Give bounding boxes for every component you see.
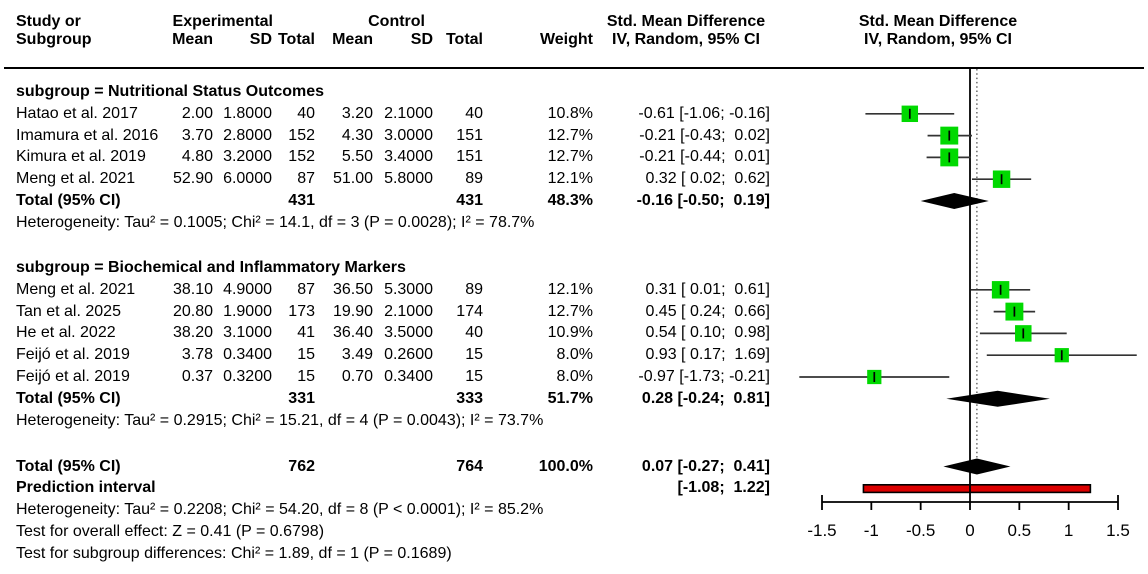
header-weight: Weight — [539, 31, 593, 48]
study-name: Feijó et al. 2019 — [16, 368, 130, 385]
ci-text: -0.21 [-0.44; 0.01] — [639, 148, 770, 166]
weight: 12.1% — [547, 280, 593, 298]
axis-tick-label: 0 — [965, 521, 975, 540]
weight: 12.7% — [547, 148, 593, 166]
subgroup-label: subgroup = Nutritional Status Outcomes — [16, 83, 325, 100]
exp-total: 15 — [297, 368, 315, 385]
total-label: Total (95% CI) — [16, 389, 121, 407]
header-experimental: Experimental — [172, 13, 273, 30]
header-study-line1: Study or — [16, 13, 81, 30]
ctrl-sd: 2.1000 — [384, 302, 433, 320]
ctrl-total: 89 — [465, 170, 483, 188]
heterogeneity-note: Heterogeneity: Tau² = 0.2915; Chi² = 15.21, df = 4 (P = 0.0043); I² = 73.7% — [16, 411, 544, 429]
ctrl-total: 89 — [465, 280, 483, 298]
header-ctrl-total: Total — [445, 31, 483, 48]
exp-mean: 3.78 — [181, 346, 213, 364]
ci-text: 0.31 [ 0.01; 0.61] — [641, 280, 770, 298]
ci-text: [-1.08; 1.22] — [677, 479, 770, 497]
ctrl-sd: 3.5000 — [384, 324, 433, 342]
study-name: Tan et al. 2025 — [16, 302, 121, 320]
exp-sd: 1.9000 — [223, 302, 272, 320]
ctrl-total: 151 — [456, 148, 483, 166]
subgroup-label: subgroup = Biochemical and Inflammatory Markers — [16, 259, 406, 276]
exp-sd: 0.3200 — [223, 368, 272, 385]
ctrl-mean: 4.30 — [341, 126, 373, 144]
ctrl-sd: 0.3400 — [384, 368, 433, 385]
ctrl-sd: 2.1000 — [384, 104, 433, 122]
ctrl-total: 40 — [465, 104, 483, 122]
ctrl-sd: 5.8000 — [384, 170, 433, 188]
exp-mean: 20.80 — [172, 302, 213, 320]
header-control: Control — [368, 13, 425, 30]
weight: 12.1% — [547, 170, 593, 188]
exp-total: 15 — [297, 346, 315, 364]
study-name: Meng et al. 2021 — [16, 170, 136, 188]
heterogeneity-note: Heterogeneity: Tau² = 0.2208; Chi² = 54.20, df = 8 (P < 0.0001); I² = 85.2% — [16, 501, 544, 519]
exp-sd: 0.3400 — [223, 346, 272, 364]
exp-total: 762 — [288, 457, 315, 475]
prediction-interval-label: Prediction interval — [16, 479, 156, 497]
exp-sd: 3.1000 — [223, 324, 272, 342]
axis-tick-label: 1 — [1063, 521, 1074, 540]
header-smd-plot-col: Std. Mean Difference — [858, 13, 1018, 30]
axis-tick-label: -1 — [863, 521, 879, 540]
ci-text: 0.28 [-0.24; 0.81] — [637, 389, 770, 407]
ci-text: 0.93 [ 0.17; 1.69] — [641, 346, 770, 364]
exp-sd: 3.2000 — [223, 148, 272, 166]
header-model-plot-col: IV, Random, 95% CI — [864, 31, 1012, 48]
exp-total: 87 — [297, 170, 315, 188]
axis-tick-label: -1.5 — [807, 521, 837, 540]
ctrl-sd: 3.4000 — [384, 148, 433, 166]
exp-sd: 4.9000 — [223, 280, 272, 298]
exp-mean: 0.37 — [181, 368, 213, 385]
ci-text: 0.07 [-0.27; 0.41] — [637, 457, 770, 475]
ctrl-sd: 3.0000 — [384, 126, 433, 144]
axis-tick-label: 1.5 — [1106, 521, 1130, 540]
overall-diamond — [943, 459, 1010, 475]
axis-tick-label: 0.5 — [1007, 521, 1032, 540]
exp-mean: 52.90 — [172, 170, 213, 188]
exp-total: 152 — [288, 148, 315, 166]
ci-text: 0.45 [ 0.24; 0.66] — [641, 302, 770, 320]
ctrl-mean: 3.49 — [341, 346, 373, 364]
weight: 10.8% — [547, 104, 593, 122]
header-exp-total: Total — [277, 31, 315, 48]
ctrl-mean: 36.40 — [332, 324, 373, 342]
exp-total: 40 — [297, 104, 315, 122]
header-smd-text-col: Std. Mean Difference — [606, 13, 766, 30]
ctrl-mean: 51.00 — [332, 170, 373, 188]
ctrl-sd: 0.2600 — [384, 346, 433, 364]
ctrl-total: 15 — [465, 346, 483, 364]
study-name: Imamura et al. 2016 — [16, 126, 159, 144]
ci-text: 0.54 [ 0.10; 0.98] — [641, 324, 770, 342]
exp-mean: 38.10 — [172, 280, 213, 298]
header-exp-sd: SD — [249, 31, 272, 48]
subgroup-diamond — [946, 391, 1050, 407]
total-label: Total (95% CI) — [16, 192, 121, 209]
ctrl-total: 333 — [456, 389, 483, 407]
weight: 10.9% — [547, 324, 593, 342]
ctrl-total: 15 — [465, 368, 483, 385]
axis-tick-label: -0.5 — [906, 521, 936, 540]
ctrl-mean: 0.70 — [341, 368, 373, 385]
exp-mean: 2.00 — [181, 104, 213, 122]
ci-text: -0.97 [-1.73; -0.21] — [638, 368, 770, 385]
weight: 12.7% — [547, 302, 593, 320]
study-name: Meng et al. 2021 — [16, 280, 136, 298]
ctrl-sd: 5.3000 — [384, 280, 433, 298]
study-name: Feijó et al. 2019 — [16, 346, 130, 364]
exp-mean: 4.80 — [181, 148, 213, 166]
exp-sd: 2.8000 — [223, 126, 272, 144]
ci-text: -0.16 [-0.50; 0.19] — [636, 192, 770, 209]
ctrl-mean: 3.20 — [341, 104, 373, 122]
exp-total: 331 — [288, 389, 315, 407]
ci-text: -0.21 [-0.43; 0.02] — [639, 126, 770, 144]
exp-mean: 38.20 — [172, 324, 213, 342]
weight: 12.7% — [547, 126, 593, 144]
subgroup-diamond — [921, 193, 989, 209]
exp-mean: 3.70 — [181, 126, 213, 144]
study-name: Kimura et al. 2019 — [16, 148, 146, 166]
weight: 48.3% — [547, 192, 593, 209]
prediction-interval-bar — [863, 485, 1090, 493]
weight: 51.7% — [547, 389, 593, 407]
ctrl-total: 151 — [456, 126, 483, 144]
ctrl-total: 174 — [456, 302, 483, 320]
exp-total: 431 — [288, 192, 315, 209]
ctrl-total: 431 — [456, 192, 483, 209]
study-name: Hatao et al. 2017 — [16, 104, 138, 122]
ctrl-mean: 5.50 — [341, 148, 373, 166]
total-label: Total (95% CI) — [16, 457, 121, 475]
study-name: He et al. 2022 — [16, 324, 116, 342]
exp-sd: 6.0000 — [223, 170, 272, 188]
ctrl-mean: 19.90 — [332, 302, 373, 320]
weight: 8.0% — [556, 368, 593, 385]
header-study-line2: Subgroup — [16, 31, 92, 48]
ci-text: 0.32 [ 0.02; 0.62] — [641, 170, 770, 188]
weight: 100.0% — [538, 457, 593, 475]
weight: 8.0% — [556, 346, 593, 364]
heterogeneity-note: Heterogeneity: Tau² = 0.1005; Chi² = 14.1, df = 3 (P = 0.0028); I² = 78.7% — [16, 213, 535, 231]
exp-sd: 1.8000 — [223, 104, 272, 122]
header-ctrl-sd: SD — [410, 31, 433, 48]
ci-text: -0.61 [-1.06; -0.16] — [638, 104, 770, 122]
exp-total: 173 — [288, 302, 315, 320]
header-ctrl-mean: Mean — [332, 31, 373, 48]
ctrl-mean: 36.50 — [332, 280, 373, 298]
exp-total: 87 — [297, 280, 315, 298]
test-overall-note: Test for overall effect: Z = 0.41 (P = 0.6798) — [16, 522, 325, 540]
ctrl-total: 40 — [465, 324, 483, 342]
header-exp-mean: Mean — [172, 31, 213, 48]
exp-total: 152 — [288, 126, 315, 144]
header-model-text-col: IV, Random, 95% CI — [612, 31, 760, 48]
test-subgroup-note: Test for subgroup differences: Chi² = 1.89, df = 1 (P = 0.1689) — [16, 544, 452, 562]
exp-total: 41 — [297, 324, 315, 342]
ctrl-total: 764 — [456, 457, 483, 475]
